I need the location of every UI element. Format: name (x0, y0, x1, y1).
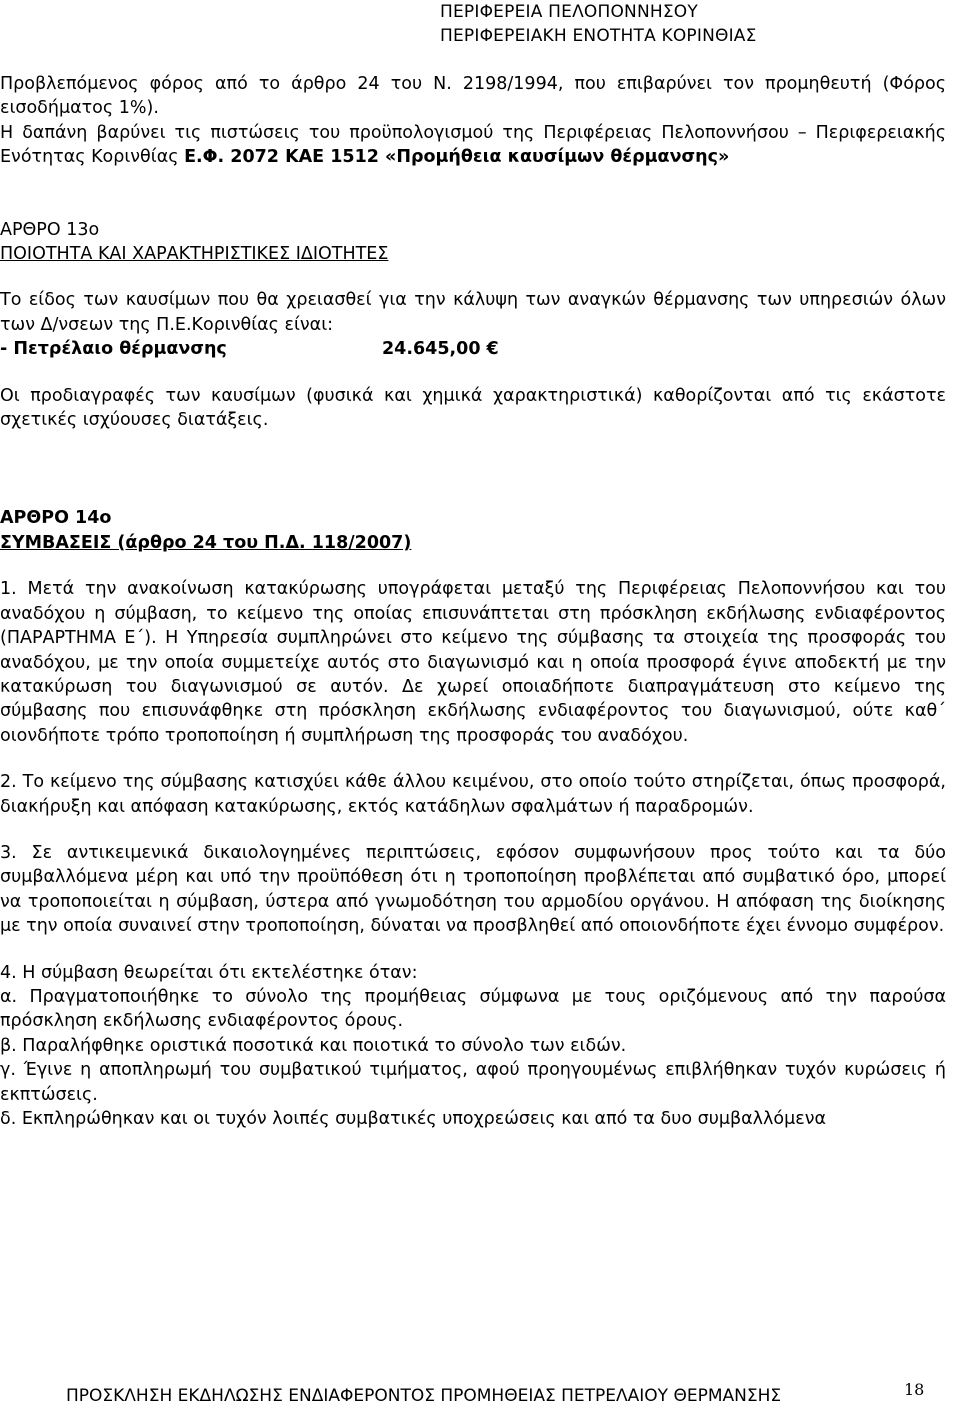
article-13-number: ΑΡΘΡΟ 13ο (0, 219, 100, 240)
article-14-number: ΑΡΘΡΟ 14ο (0, 508, 112, 529)
condition-a: α. Πραγματοποιήθηκε το σύνολο της προμήθειας σύμφωνα με τους οριζόμενους από την παρούσα πρόσκληση εκδήλωσης ενδιαφέροντος όρους. (0, 986, 946, 1032)
page-footer (66, 1380, 946, 1408)
fuel-item (0, 337, 946, 361)
fuel-item-amount: 24.645,00 (382, 339, 481, 360)
fuel-item-name: - Πετρέλαιο θέρμανσης (0, 339, 227, 360)
document-body (0, 72, 946, 1131)
budget-text: Η δαπάνη βαρύνει τις πιστώσεις του προϋπολογισμού της Περιφέρειας Πελοποννήσου – Περιφερειακής Ενότητας Κορινθίας (0, 122, 946, 168)
budget-paragraph (0, 121, 946, 170)
tax-paragraph: Προβλεπόμενος φόρος από το άρθρο 24 του Ν. 2198/1994, που επιβαρύνει τον προμηθευτή (Φόρος εισοδήματος 1%). (0, 74, 946, 119)
page-number: 18 (904, 1380, 925, 1399)
article-13-title: ΠΟΙΟΤΗΤΑ ΚΑΙ ΧΑΡΑΚΤΗΡΙΣΤΙΚΕΣ ΙΔΙΟΤΗΤΕΣ (0, 244, 389, 265)
page-header (440, 0, 940, 48)
article-14-paragraph-3: 3. Σε αντικειμενικά δικαιολογημένες περιπτώσεις, εφόσον συμφωνήσουν προς τούτο και τα δύο συμβαλλόμενα μέρη και υπό την προϋπόθεση ότι η τροποποίηση προβλέπεται από συμβατικό όρο, μπορεί να τροποποιείται η σύμβαση, ύστερα από γνωμοδότηση του αρμοδίου οργάνου. Η απόφαση της διοίκησης με την οποία συναινεί στην τροποποίηση, δύναται να προσβληθεί από οποιονδήποτε έχει έννομο συμφέρον. (0, 842, 946, 937)
header-region: ΠΕΡΙΦΕΡΕΙΑ ΠΕΛΟΠΟΝΝΗΣΟΥ (440, 2, 698, 22)
euro-icon: € (486, 339, 499, 360)
article-14-paragraph-4: 4. Η σύμβαση θεωρείται ότι εκτελέστηκε όταν: (0, 962, 418, 983)
header-regional-unit: ΠΕΡΙΦΕΡΕΙΑΚΗ ΕΝΟΤΗΤΑ ΚΟΡΙΝΘΙΑΣ (440, 26, 757, 46)
article-14-title: ΣΥΜΒΑΣΕΙΣ (άρθρο 24 του Π.Δ. 118/2007) (0, 532, 412, 553)
condition-b: β. Παραλήφθηκε οριστικά ποσοτικά και ποιοτικά το σύνολο των ειδών. (0, 1035, 627, 1056)
footer-title: ΠΡΟΣΚΛΗΣΗ ΕΚΔΗΛΩΣΗΣ ΕΝΔΙΑΦΕΡΟΝΤΟΣ ΠΡΟΜΗΘΕΙΑΣ ΠΕΤΡΕΛΑΙΟΥ ΘΕΡΜΑΝΣΗΣ (66, 1386, 782, 1406)
article-14-paragraph-1: 1. Μετά την ανακοίνωση κατακύρωσης υπογράφεται μεταξύ της Περιφέρειας Πελοποννήσου και του αναδόχου η σύμβαση, το κείμενο της οποίας επισυνάπτεται στη πρόσκληση εκδήλωσης ενδιαφέροντος (ΠΑΡΑΡΤΗΜΑ Ε΄). Η Υπηρεσία συμπληρώνει στο κείμενο της σύμβασης τα στοιχεία της προσφοράς του αναδόχου, με την οποία συμμετείχε αυτός στο διαγωνισμό και η οποία προσφορά έγινε αποδεκτή με την κατακύρωση του διαγωνισμού σε αυτόν. Δε χωρεί οποιαδήποτε διαπραγμάτευση στο κείμενο της σύμβασης που επισυνάφθηκε στη πρόσκληση εκδήλωσης ενδιαφέροντος του διαγωνισμού, ούτε καθ΄ οιονδήποτε τρόπο τροποποίηση ή συμπλήρωση της προσφοράς του αναδόχου. (0, 579, 946, 746)
condition-c: γ. Έγινε η αποπληρωμή του συμβατικού τιμήματος, αφού προηγουμένως επιβλήθηκαν τυχόν κυρώσεις ή εκπτώσεις. (0, 1060, 946, 1105)
budget-code: Ε.Φ. 2072 ΚΑΕ 1512 «Προμήθεια καυσίμων θέρμανσης» (184, 147, 730, 168)
article-13-specs: Οι προδιαγραφές των καυσίμων (φυσικά και χημικά χαρακτηριστικά) καθορίζονται από τις εκάστοτε σχετικές ισχύουσες διατάξεις. (0, 385, 946, 431)
condition-d: δ. Εκπληρώθηκαν και οι τυχόν λοιπές συμβατικές υποχρεώσεις και από τα δυο συμβαλλόμενα (0, 1109, 827, 1129)
article-13-text: Το είδος των καυσίμων που θα χρειασθεί για την κάλυψη των αναγκών θέρμανσης των υπηρεσιών όλων των Δ/νσεων της Π.Ε.Κορινθίας είναι: (0, 290, 946, 335)
article-14-paragraph-2: 2. Το κείμενο της σύμβασης κατισχύει κάθε άλλου κειμένου, στο οποίο τούτο στηρίζεται, όπως προσφορά, διακήρυξη και απόφαση κατακύρωσης, εκτός κατάδηλων σφαλμάτων ή παραδρομών. (0, 772, 946, 817)
